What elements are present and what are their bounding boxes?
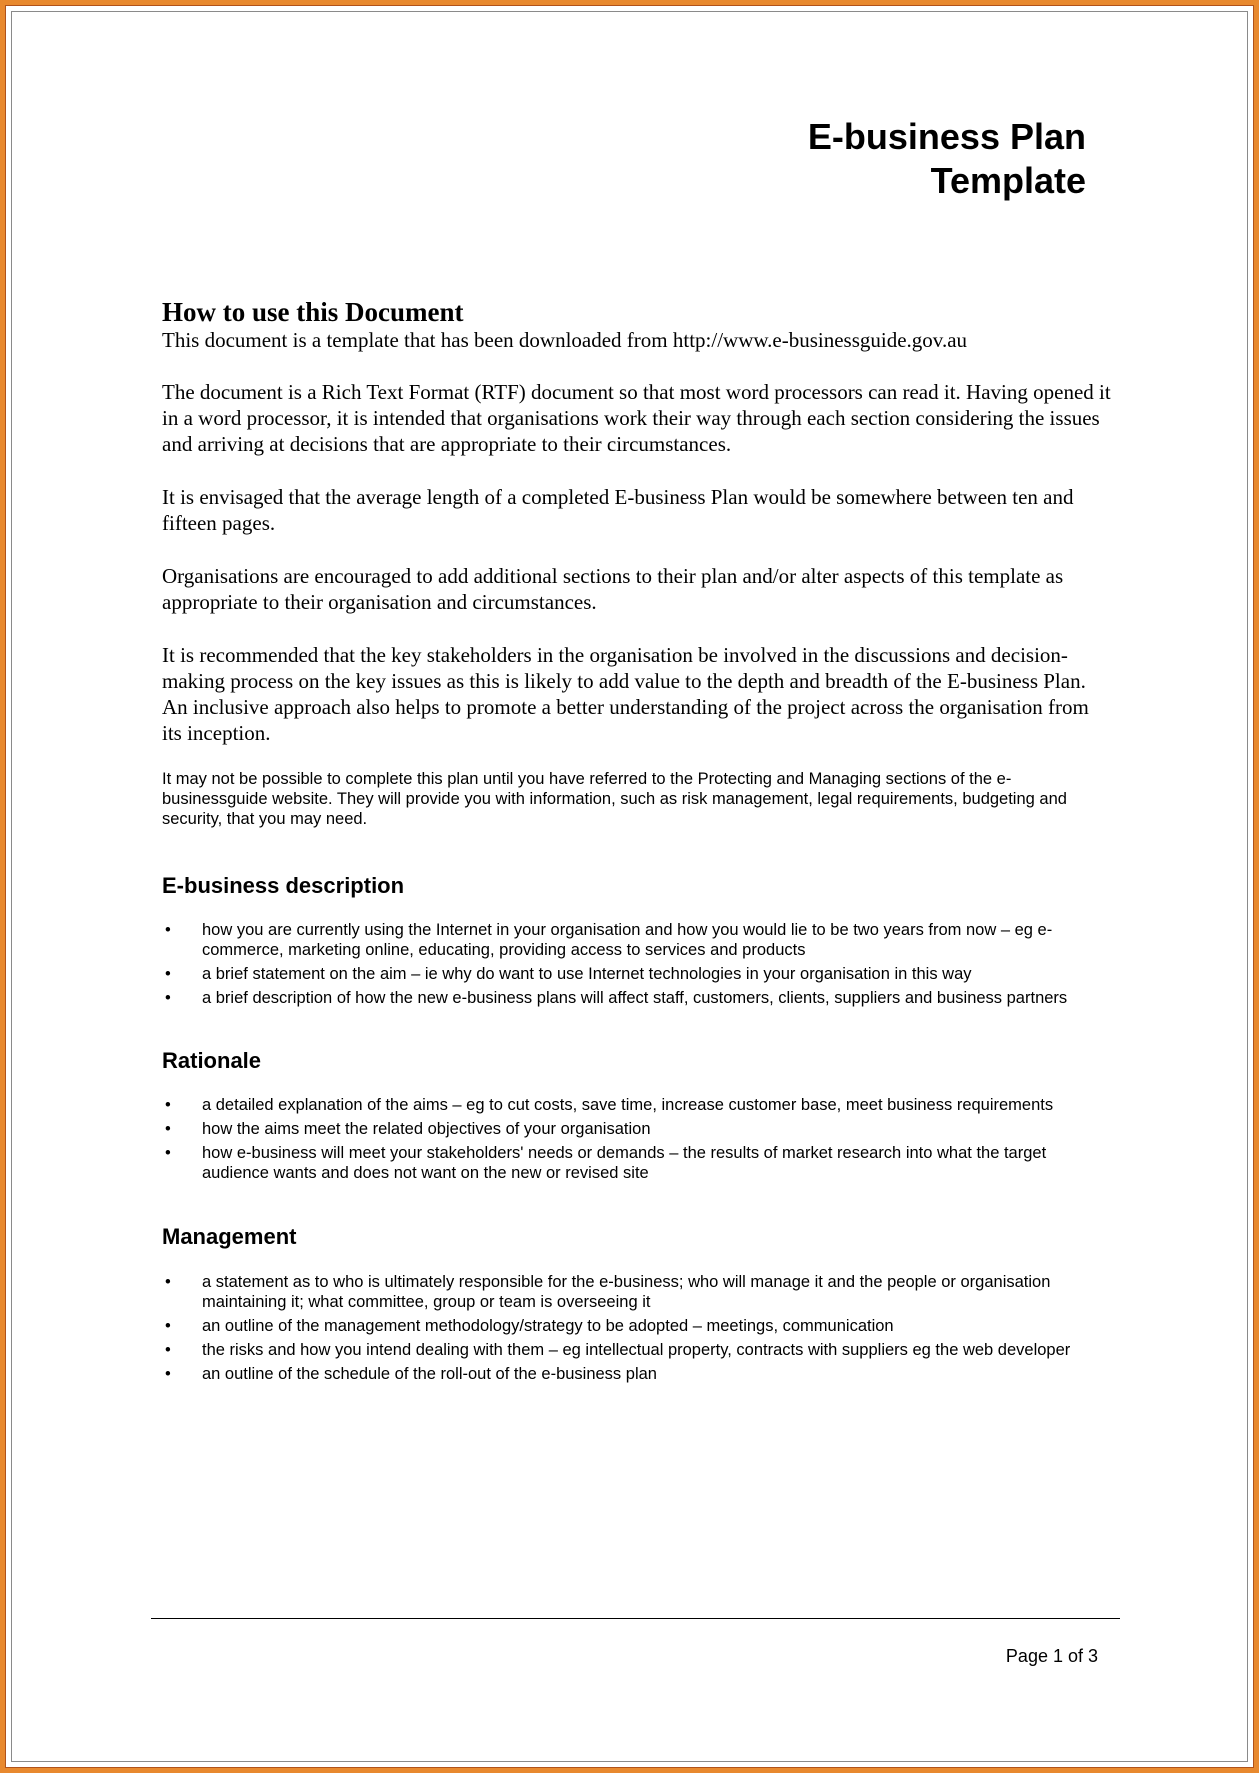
section-list-rationale	[162, 1095, 1112, 1183]
bullet-icon: •	[165, 1144, 171, 1162]
bullet-icon: •	[165, 1096, 171, 1114]
section-heading-rationale: Rationale	[162, 1048, 262, 1073]
list-item-text: a detailed explanation of the aims – eg to cut costs, save time, increase customer base, meet business requirements	[202, 1096, 1054, 1114]
bullet-icon: •	[165, 1120, 171, 1138]
section-list-ebusiness-description	[162, 920, 1112, 1008]
section-list-management	[162, 1272, 1112, 1384]
intro-paragraph-2: The document is a Rich Text Format (RTF) document so that most word processors can read it. Having opened it in a word processor, it is intended that organisations work their way through each section considering the issues and arriving at decisions that are appropriate to their circumstances.	[162, 380, 1111, 456]
list-item-text: a brief statement on the aim – ie why do want to use Internet technologies in your organisation in this way	[202, 965, 972, 983]
list-item	[162, 988, 1112, 1008]
bullet-icon: •	[165, 1273, 171, 1291]
intro-paragraph-6: It may not be possible to complete this plan until you have referred to the Protecting and Managing sections of the e-businessguide website. They will provide you with information, such as risk management, legal requirements, budgeting and security, that you may need.	[162, 770, 1067, 828]
intro-heading: How to use this Document	[162, 297, 464, 327]
intro-paragraph-4: Organisations are encouraged to add additional sections to their plan and/or alter aspects of this template as appropriate to their organisation and circumstances.	[162, 564, 1064, 614]
document-body	[162, 297, 1112, 1388]
list-item-text: the risks and how you intend dealing with them – eg intellectual property, contracts with suppliers eg the web developer	[202, 1341, 1071, 1359]
list-item-text: a statement as to who is ultimately responsible for the e-business; who will manage it and the people or organisation maintaining it; what committee, group or team is overseeing it	[202, 1273, 1051, 1311]
list-item	[162, 1272, 1112, 1312]
list-item	[162, 1316, 1112, 1336]
list-item-text: how you are currently using the Internet in your organisation and how you would lie to be two years from now – eg e-commerce, marketing online, educating, providing access to services and products	[202, 921, 1053, 959]
list-item-text: how e-business will meet your stakeholders' needs or demands – the results of market research into what the target audience wants and does not want on the new or revised site	[202, 1144, 1047, 1182]
bullet-icon: •	[165, 1317, 171, 1335]
list-item	[162, 1364, 1112, 1384]
list-item-text: an outline of the management methodology/strategy to be adopted – meetings, communication	[202, 1317, 894, 1335]
section-heading-ebusiness-description: E-business description	[162, 873, 405, 898]
list-item	[162, 1143, 1112, 1183]
list-item	[162, 1340, 1112, 1360]
list-item-text: an outline of the schedule of the roll-out of the e-business plan	[202, 1365, 657, 1383]
list-item-text: how the aims meet the related objectives of your organisation	[202, 1120, 651, 1138]
document-title-line-1: E-business Plan	[807, 116, 1086, 157]
intro-paragraph-5: It is recommended that the key stakeholders in the organisation be involved in the discussions and decision-making process on the key issues as this is likely to add value to the depth and breadth of the E-business Plan. An inclusive approach also helps to promote a better understanding of the project across the organisation from its inception.	[162, 643, 1089, 745]
list-item-text: a brief description of how the new e-business plans will affect staff, customers, clients, suppliers and business partners	[202, 989, 1068, 1007]
bullet-icon: •	[165, 989, 171, 1007]
bullet-icon: •	[165, 1365, 171, 1383]
bullet-icon: •	[165, 1341, 171, 1359]
document-title	[808, 115, 1086, 203]
intro-paragraph-3: It is envisaged that the average length of a completed E-business Plan would be somewhere between ten and fifteen pages.	[162, 485, 1074, 535]
list-item	[162, 964, 1112, 984]
bullet-icon: •	[165, 965, 171, 983]
document-title-line-2: Template	[930, 160, 1086, 201]
page-number: Page 1 of 3	[1005, 1646, 1098, 1666]
intro-paragraph-1: This document is a template that has been downloaded from http://www.e-businessguide.gov.au	[162, 328, 968, 352]
list-item	[162, 1119, 1112, 1139]
bullet-icon: •	[165, 921, 171, 939]
list-item	[162, 920, 1112, 960]
section-heading-management: Management	[162, 1224, 297, 1249]
list-item	[162, 1095, 1112, 1115]
footer-divider	[151, 1618, 1120, 1619]
